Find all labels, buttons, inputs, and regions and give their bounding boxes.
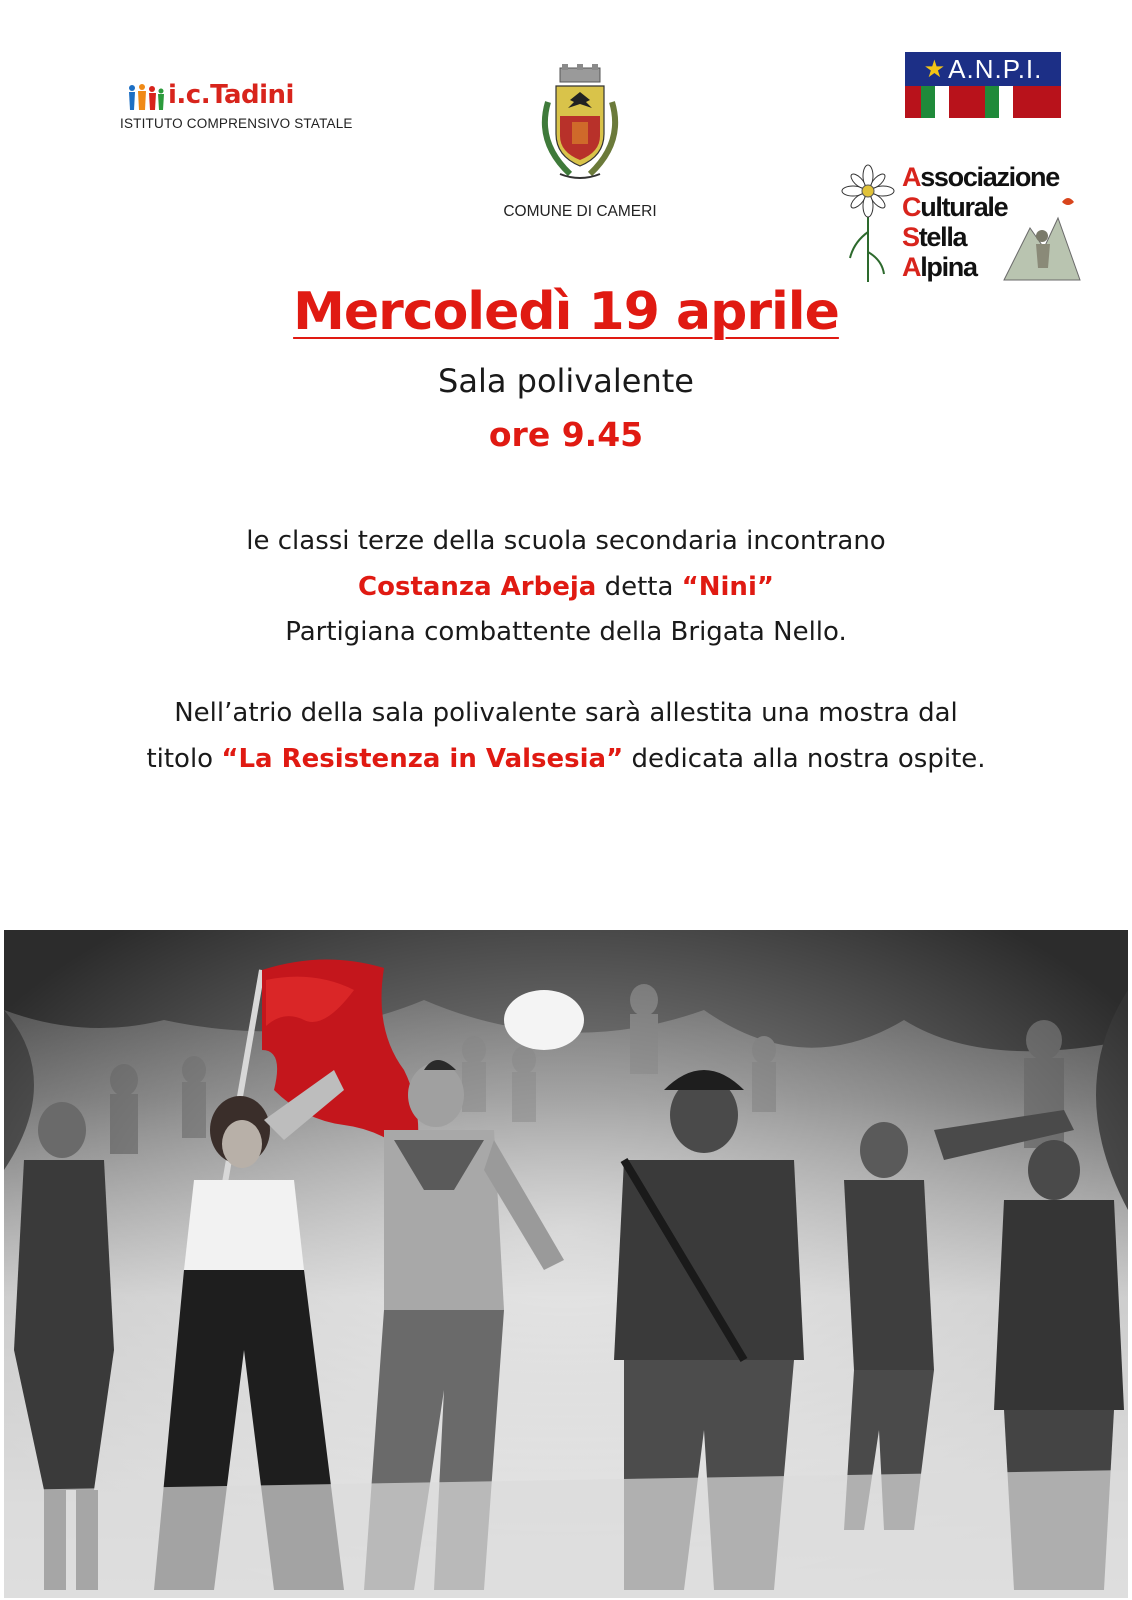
star-icon: ★: [923, 55, 947, 83]
association-logo: [852, 162, 1102, 287]
anpi-banner: [905, 52, 1061, 86]
event-time: ore 9.45: [488, 415, 644, 454]
detta-text: detta: [596, 572, 682, 602]
edelweiss-icon: [838, 162, 902, 287]
municipality-crest-icon: [530, 62, 630, 190]
partisans-photo: [4, 930, 1128, 1598]
guest-role-line: Partigiana combattente della Brigata Nello.: [285, 617, 847, 647]
tricolor-flag-icon: [905, 86, 1061, 118]
mountain-figures-icon: [1002, 192, 1082, 282]
event-venue: Sala polivalente: [438, 362, 694, 400]
school-logo: [120, 78, 353, 138]
event-date: Mercoledì 19 aprile: [293, 282, 839, 342]
anpi-label: A.N.P.I.: [948, 53, 1043, 84]
guest-name: Costanza Arbeja: [358, 572, 597, 602]
intro-line: le classi terze della scuola secondaria incontrano: [246, 526, 886, 556]
exhibition-title: “La Resistenza in Valsesia”: [221, 744, 624, 774]
anpi-logo: [905, 52, 1061, 118]
school-brand: i.c.Tadini: [168, 80, 294, 110]
association-name: Associazione Culturale Stella Alpina: [902, 162, 1059, 282]
exhibition-line-2: titolo “La Resistenza in Valsesia” dedicata alla nostra ospite.: [146, 744, 986, 774]
exhibition-line-1: Nell’atrio della sala polivalente sarà allestita una mostra dal: [174, 698, 958, 728]
guest-nickname: “Nini”: [681, 572, 774, 602]
school-subtitle: ISTITUTO COMPRENSIVO STATALE: [120, 116, 353, 131]
guest-line: [0, 572, 1132, 602]
municipality-label: COMUNE DI CAMERI: [503, 203, 657, 220]
children-icon: [126, 82, 166, 112]
